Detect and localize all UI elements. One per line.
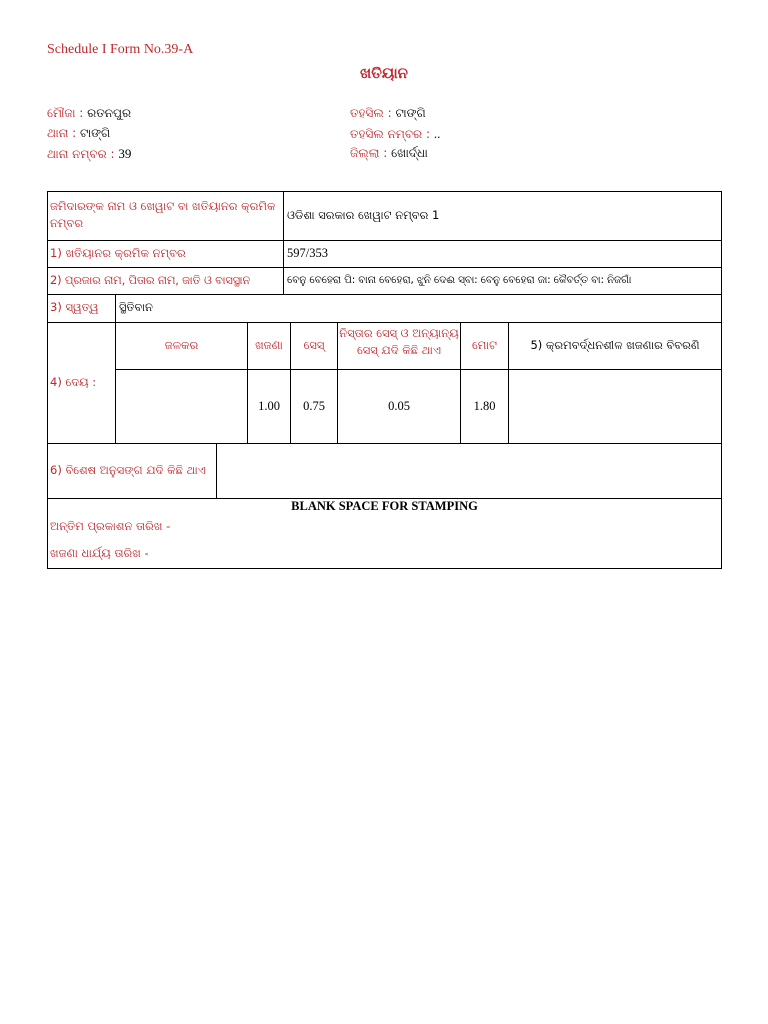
col-header-khajana: ଖଜଣା [255,338,283,352]
status-label: 3) ସ୍ୱତ୍ୱ [50,300,99,314]
col-header-total: ମୋଟ [472,338,497,352]
col-header-other-cess: ନିସ୍ତାର ସେସ୍ ଓ ଅନ୍ୟାନ୍ୟ ସେସ୍ ଯଦି କିଛି ଥାଏ [339,326,459,357]
page-title: ଖତିୟାନ [359,64,409,82]
val-khajana: 1.00 [258,399,280,413]
dues-label: 4) ଦେୟ : [50,375,97,389]
thana-number-field [47,146,131,162]
col-divider [115,294,116,444]
landlord-value: ଓଡିଶା ସରକାର ଖେୱାଟ ନମ୍ବର 1 [287,208,440,222]
khatiyan-serial-label: 1) ଖତିୟାନର କ୍ରମିକ ନମ୍ବର [50,246,186,260]
val-other-cess: 0.05 [388,399,410,413]
thana-field [47,126,110,141]
tahasil-number-label: ତହସିଲ ନମ୍ବର : [350,127,431,141]
mouza-label: ମୌଜା : [47,106,84,120]
col-header-jalkar: ଜଳକର [164,338,199,352]
col-header-cess: ସେସ୍ [303,338,325,352]
district-field [350,146,428,161]
tahasil-number-value: .. [433,126,441,141]
district-label: ଜିଲ୍ଲା : [350,146,388,160]
table-border-right [721,191,722,569]
form-number: Schedule I Form No.39-A [47,42,194,57]
rent-fixation-date-label: ଖଜଣା ଧାର୍ଯ୍ୟ ତାରିଖ - [50,546,149,560]
mouza-value: ରତନପୁର [87,106,132,120]
col-divider [216,443,217,499]
row-divider [47,294,722,295]
khatiyan-serial-value: 597/353 [287,246,328,260]
col-divider [337,322,338,444]
tahasil-number-field [350,126,440,142]
val-cess: 0.75 [303,399,325,413]
val-total: 1.80 [473,399,496,413]
final-publication-date-label: ଅନ୍ତିମ ପ୍ରକାଶନ ତାରିଖ - [50,519,171,533]
tahasil-value: ଟାଙ୍ଗି [395,106,426,120]
table-border-top [47,191,722,192]
stamp-space-label: BLANK SPACE FOR STAMPING [291,499,478,513]
landlord-label: ଜମିଦାରଙ୍କ ନାମ ଓ ଖେୱାଟ ବା ଖତିୟାନର କ୍ରମିକ ନମ୍ବର [50,199,276,230]
tahasil-field [350,106,426,121]
table-border-bottom [47,568,722,569]
thana-number-value: 39 [118,146,132,161]
row-divider [47,443,722,444]
district-value: ଖୋର୍ଦ୍ଧା [391,146,428,160]
status-value: ସ୍ଥିତିବାନ [119,300,153,314]
thana-label: ଥାନା : [47,126,77,140]
thana-number-label: ଥାନା ନମ୍ବର : [47,147,115,161]
col-divider [283,191,284,295]
row-divider [47,267,722,268]
mouza-field [47,106,131,121]
tahasil-label: ତହସିଲ : [350,106,392,120]
thana-value: ଟାଙ୍ଗି [80,126,111,140]
tenant-label: 2) ପ୍ରଜାର ନାମ, ପିତାର ନାମ, ଜାତି ଓ ବାସସ୍ଥାନ [50,273,251,287]
row-divider [47,240,722,241]
col-header-progressive: 5) କ୍ରମବର୍ଦ୍ଧନଶୀଳ ଖଜଣାର ବିବରଣି [530,338,700,352]
special-notes-label: 6) ବିଶେଷ ଅନୁସଙ୍ଗ ଯଦି କିଛି ଥାଏ [50,463,206,477]
row-divider [115,369,722,370]
tenant-value: ବେନୁ ବେହେରା ପି: ବାନା ବେହେରା, ଝୁନି ଦେଈ ସ୍ବା: ବେନୁ ବେହେରା ଜା: କୈବର୍ତ୍ତ ବା: ନିଜଗାଁ [287,274,632,286]
row-divider [47,322,722,323]
